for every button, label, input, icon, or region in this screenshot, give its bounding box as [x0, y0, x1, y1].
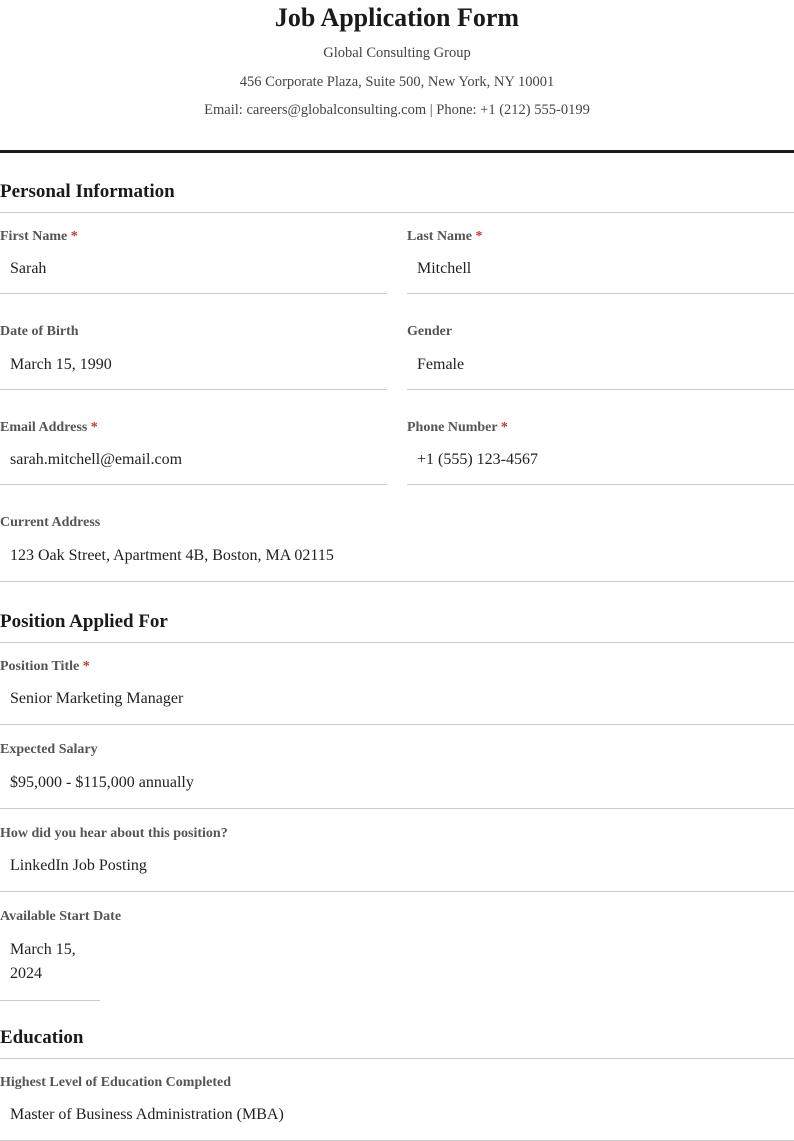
name-row: [0, 228, 794, 294]
start-date-field[interactable]: March 15, 2024: [0, 936, 100, 1001]
phone-field[interactable]: +1 (555) 123-4567: [407, 446, 794, 485]
source-field[interactable]: LinkedIn Job Posting: [0, 852, 794, 892]
start-date-row: [0, 908, 794, 1001]
address-group: [0, 514, 794, 582]
required-marker: *: [500, 420, 508, 435]
dob-gender-row: [0, 323, 794, 390]
required-marker: *: [70, 229, 78, 244]
required-marker: *: [90, 420, 98, 435]
address-row: [0, 514, 794, 582]
education-level-label: Highest Level of Education Completed: [0, 1075, 231, 1090]
personal-information-section: [0, 180, 794, 213]
gender-field[interactable]: Female: [407, 351, 794, 390]
last-name-group: [407, 228, 794, 294]
company-address: 456 Corporate Plaza, Suite 500, New York, NY 10001: [239, 73, 555, 90]
position-title-row: [0, 658, 794, 725]
salary-label: Expected Salary: [0, 742, 98, 757]
position-title-field[interactable]: Senior Marketing Manager: [0, 685, 794, 725]
required-marker: *: [475, 229, 483, 244]
section-title-personal: Personal Information: [0, 180, 794, 213]
page-title: Job Application Form: [274, 3, 520, 32]
education-level-field[interactable]: Master of Business Administration (MBA): [0, 1101, 794, 1141]
address-field[interactable]: 123 Oak Street, Apartment 4B, Boston, MA 02115: [0, 542, 794, 582]
first-name-field[interactable]: Sarah: [0, 255, 387, 294]
source-row: [0, 825, 794, 892]
required-marker: *: [82, 659, 90, 674]
salary-row: [0, 741, 794, 809]
email-phone-row: [0, 419, 794, 485]
section-title-position: Position Applied For: [0, 610, 794, 643]
form-header: [0, 0, 794, 153]
email-label: Email Address *: [0, 420, 98, 435]
last-name-field[interactable]: Mitchell: [407, 255, 794, 294]
first-name-label: First Name *: [0, 229, 78, 244]
phone-group: [407, 419, 794, 485]
last-name-label: Last Name *: [407, 229, 483, 244]
education-section: [0, 1026, 794, 1059]
salary-field[interactable]: $95,000 - $115,000 annually: [0, 769, 794, 809]
education-level-row: [0, 1074, 794, 1141]
section-title-education: Education: [0, 1026, 794, 1059]
source-label: How did you hear about this position?: [0, 826, 228, 841]
company-contact: Email: careers@globalconsulting.com | Phone: +1 (212) 555-0199: [204, 102, 590, 118]
gender-group: [407, 323, 794, 390]
gender-label: Gender: [407, 324, 453, 339]
phone-label: Phone Number *: [407, 420, 508, 435]
company-name: Global Consulting Group: [323, 45, 471, 61]
position-title-label: Position Title *: [0, 659, 90, 674]
dob-field[interactable]: March 15, 1990: [0, 351, 387, 390]
start-date-label: Available Start Date: [0, 909, 122, 924]
first-name-group: [0, 228, 387, 294]
dob-group: [0, 323, 387, 390]
email-group: [0, 419, 387, 485]
dob-label: Date of Birth: [0, 324, 79, 339]
position-section: [0, 610, 794, 643]
email-field[interactable]: sarah.mitchell@email.com: [0, 446, 387, 485]
address-label: Current Address: [0, 515, 101, 530]
